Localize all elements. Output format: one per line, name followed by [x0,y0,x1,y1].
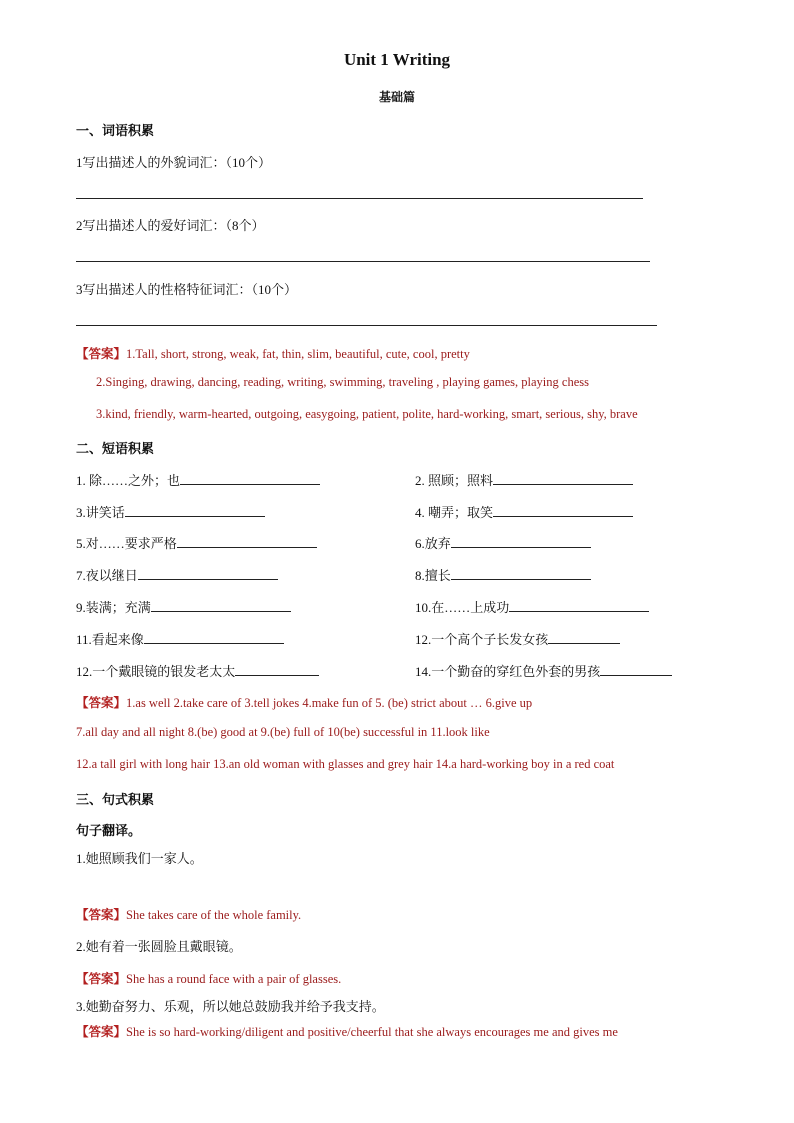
section-3-heading: 三、句式积累 [76,792,155,807]
section-2-answer-2: 7.all day and all night 8.(be) good at 9.(be) full of 10(be) successful in 11.look like [76,725,490,739]
phrase-blank[interactable] [125,504,265,517]
answer-line-3[interactable] [76,325,657,326]
answer-tag: 【答案】 [76,347,127,361]
phrase-item [76,470,320,489]
answer-text: She takes care of the whole family. [126,908,302,922]
phrase-label: 1. 除……之外；也 [76,473,181,488]
phrase-item [415,629,620,648]
section-2-answer-3: 12.a tall girl with long hair 13.an old woman with glasses and grey hair 14.a hard-working boy in a red coat [76,757,615,771]
phrase-blank[interactable] [493,472,633,485]
phrase-blank[interactable] [451,535,591,548]
sentence-1: 1.她照顾我们一家人。 [76,851,203,866]
sentence-3: 3.她勤奋努力、乐观，所以她总鼓励我并给予我支持。 [76,999,385,1014]
phrase-item [76,661,319,680]
phrase-blank[interactable] [451,567,591,580]
section-2-heading: 二、短语积累 [76,441,155,456]
phrase-label: 12.一个高个子长发女孩 [415,632,549,647]
phrase-label: 9.装满；充满 [76,600,151,615]
phrase-label: 3.讲笑话 [76,505,125,520]
phrase-blank[interactable] [177,535,317,548]
phrase-label: 6.放弃 [415,536,451,551]
answer-text: She has a round face with a pair of glasses. [126,972,342,986]
phrase-item [76,629,284,648]
sentence-1-answer [76,905,301,923]
section-3-subheading: 句子翻译。 [76,823,142,838]
phrase-blank[interactable] [180,472,320,485]
page-subtitle: 基础篇 [378,90,415,104]
answer-text: 1.as well 2.take care of 3.tell jokes 4.make fun of 5. (be) strict about … 6.give up [126,696,533,710]
question-3: 3写出描述人的性格特征词汇：（10个） [76,282,298,297]
phrase-blank[interactable] [548,631,620,644]
section-1-answer-2: 2.Singing, drawing, dancing, reading, writing, swimming, traveling , playing games, playing chess [96,375,589,389]
phrase-label: 8.擅长 [415,568,451,583]
page-title: Unit 1 Writing [343,50,451,69]
answer-text: She is so hard-working/diligent and positive/cheerful that she always encourages me and gives me [126,1025,618,1039]
phrase-item [76,502,265,521]
sentence-2: 2.她有着一张圆脸且戴眼镜。 [76,939,242,954]
answer-tag: 【答案】 [76,1025,127,1039]
question-2: 2写出描述人的爱好词汇：（8个） [76,218,265,233]
answer-line-2[interactable] [76,261,650,262]
phrase-blank[interactable] [235,663,319,676]
phrase-item [76,565,278,584]
phrase-item [76,597,291,616]
phrase-label: 10.在……上成功 [415,600,510,615]
question-1: 1写出描述人的外貌词汇：（10个） [76,155,272,170]
phrase-item [415,502,633,521]
phrase-item [415,470,633,489]
phrase-label: 5.对……要求严格 [76,536,177,551]
phrase-blank[interactable] [600,663,672,676]
sentence-2-answer [76,969,341,987]
phrase-label: 2. 照顾；照料 [415,473,494,488]
phrase-blank[interactable] [151,599,291,612]
phrase-item [415,661,672,680]
phrase-item [415,533,591,552]
phrase-label: 14.一个勤奋的穿红色外套的男孩 [415,664,601,679]
phrase-item [415,565,591,584]
phrase-label: 7.夜以继日 [76,568,138,583]
phrase-label: 11.看起来像 [76,632,144,647]
section-1-answer-3: 3.kind, friendly, warm-hearted, outgoing, easygoing, patient, polite, hard-working, smart, serious, shy, brave [96,407,638,421]
answer-tag: 【答案】 [76,908,127,922]
answer-tag: 【答案】 [76,696,127,710]
section-1-heading: 一、词语积累 [76,123,155,138]
sentence-3-answer [76,1022,618,1040]
phrase-blank[interactable] [138,567,278,580]
phrase-blank[interactable] [493,504,633,517]
section-2-answer-1 [76,693,532,711]
phrase-item [415,597,649,616]
phrase-blank[interactable] [144,631,284,644]
answer-text: 1.Tall, short, strong, weak, fat, thin, slim, beautiful, cute, cool, pretty [126,347,470,361]
phrase-item [76,533,317,552]
phrase-blank[interactable] [509,599,649,612]
phrase-label: 12.一个戴眼镜的银发老太太 [76,664,236,679]
phrase-label: 4. 嘲弄；取笑 [415,505,494,520]
answer-tag: 【答案】 [76,972,127,986]
section-1-answer-1 [76,344,470,362]
answer-line-1[interactable] [76,198,643,199]
